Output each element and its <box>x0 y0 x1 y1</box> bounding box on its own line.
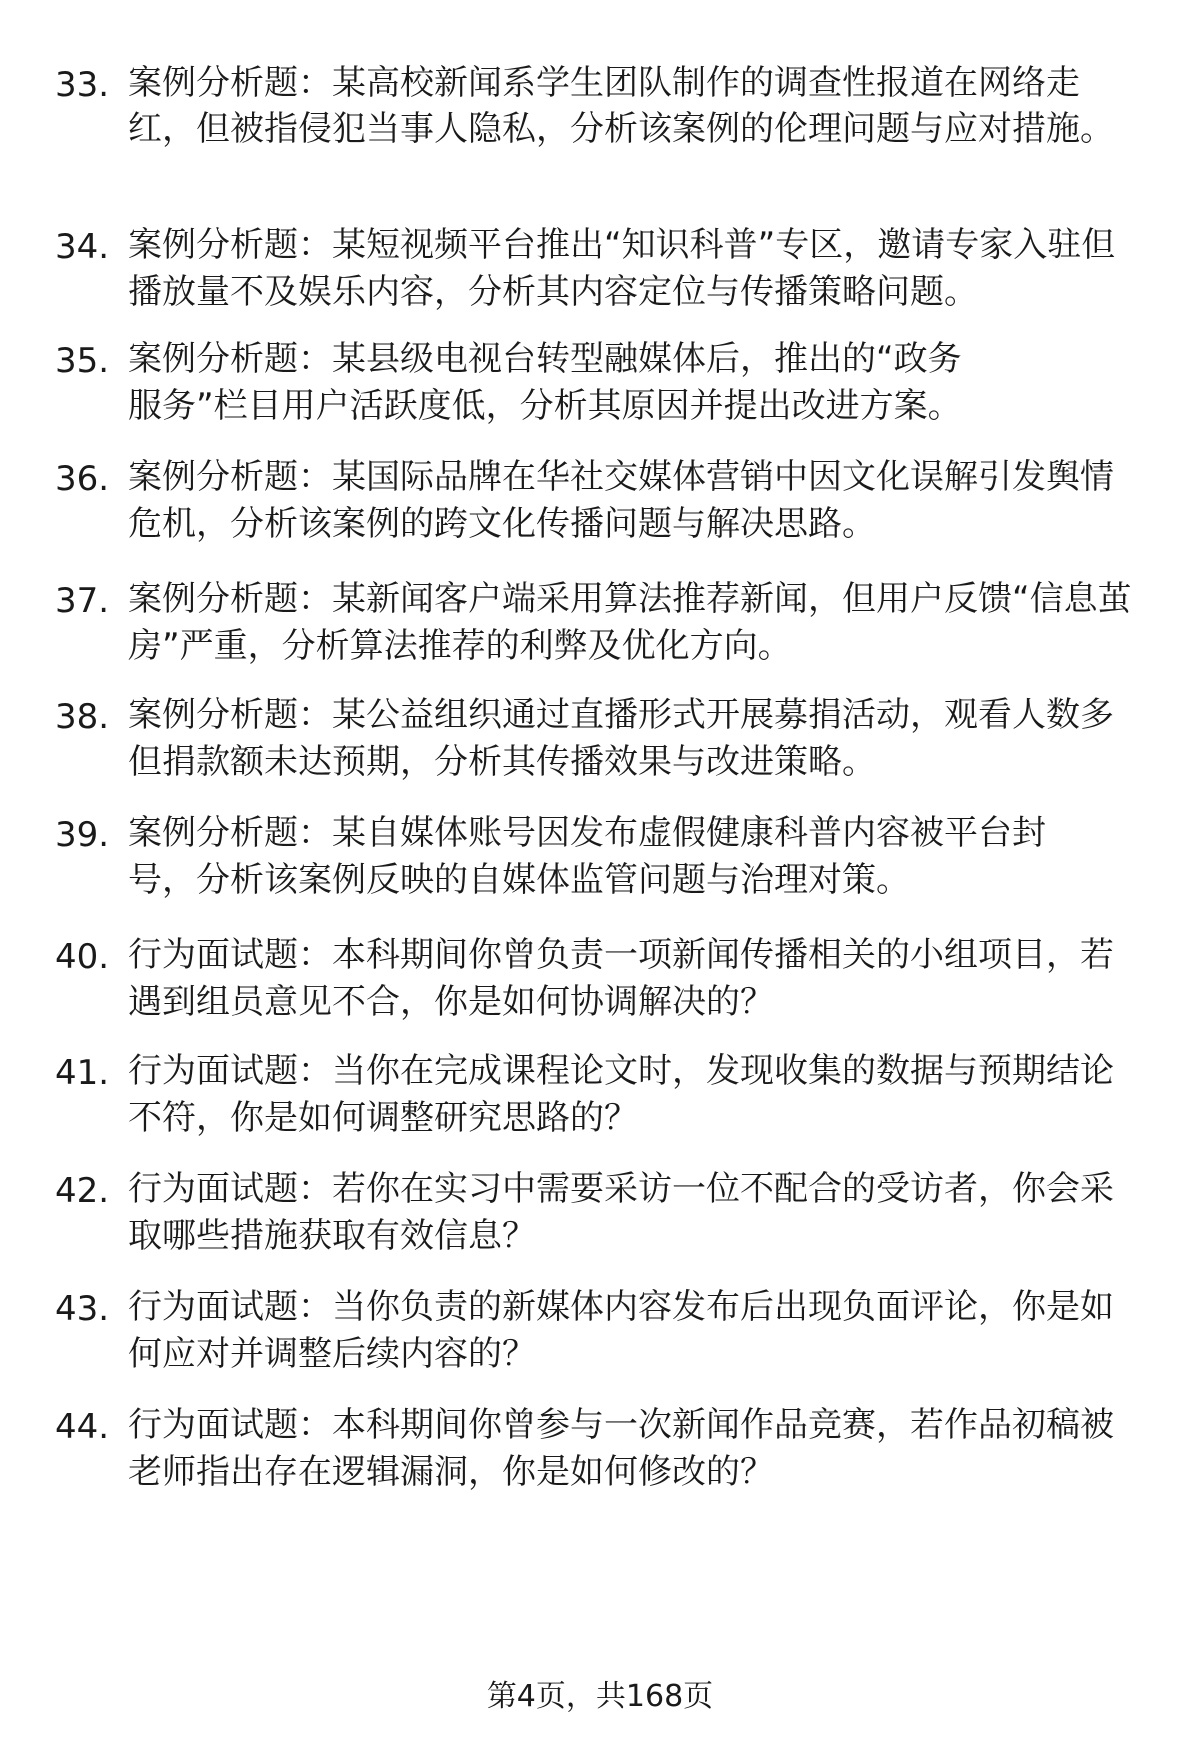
question-list <box>0 52 1200 1504</box>
list-item <box>0 1158 1200 1276</box>
question-number: 41. <box>55 1053 110 1093</box>
question-number: 44. <box>55 1407 110 1447</box>
question-number: 42. <box>55 1171 110 1211</box>
question-text: 行为面试题：本科期间你曾参与一次新闻作品竞赛，若作品初稿被老师指出存在逻辑漏洞，你是如何修改的？ <box>128 1405 1114 1492</box>
question-number: 37. <box>55 581 110 621</box>
question-text: 案例分析题：某高校新闻系学生团队制作的调查性报道在网络走红，但被指侵犯当事人隐私，分析该案例的伦理问题与应对措施。 <box>128 63 1114 149</box>
question-text: 案例分析题：某县级电视台转型融媒体后，推出的“政务服务”栏目用户活跃度低，分析其原因并提出改进方案。 <box>128 339 962 426</box>
question-number: 35. <box>55 341 110 381</box>
question-number: 38. <box>55 697 110 737</box>
question-text: 行为面试题：若你在实习中需要采访一位不配合的受访者，你会采取哪些措施获取有效信息？ <box>128 1169 1114 1256</box>
question-number: 40. <box>55 937 110 977</box>
question-text: 案例分析题：某自媒体账号因发布虚假健康科普内容被平台封号，分析该案例反映的自媒体监管问题与治理对策。 <box>128 813 1046 900</box>
list-item <box>0 446 1200 568</box>
question-text: 行为面试题：当你负责的新媒体内容发布后出现负面评论，你是如何应对并调整后续内容的？ <box>128 1287 1114 1374</box>
question-text: 案例分析题：某国际品牌在华社交媒体营销中因文化误解引发舆情危机，分析该案例的跨文化传播问题与解决思路。 <box>128 457 1114 544</box>
list-item <box>0 1394 1200 1504</box>
list-item <box>0 328 1200 446</box>
list-item <box>0 52 1200 214</box>
list-item <box>0 568 1200 684</box>
question-text: 案例分析题：某新闻客户端采用算法推荐新闻，但用户反馈“信息茧房”严重，分析算法推荐的利弊及优化方向。 <box>128 579 1132 666</box>
question-text: 行为面试题：本科期间你曾负责一项新闻传播相关的小组项目，若遇到组员意见不合，你是如何协调解决的？ <box>128 935 1114 1022</box>
question-number: 43. <box>55 1289 110 1329</box>
question-number: 34. <box>55 227 110 267</box>
list-item <box>0 684 1200 802</box>
question-number: 36. <box>55 459 110 499</box>
question-number: 33. <box>55 65 110 105</box>
list-item <box>0 1040 1200 1158</box>
question-text: 案例分析题：某公益组织通过直播形式开展募捐活动，观看人数多但捐款额未达预期，分析其传播效果与改进策略。 <box>128 695 1114 782</box>
list-item <box>0 214 1200 328</box>
list-item <box>0 924 1200 1040</box>
question-text: 案例分析题：某短视频平台推出“知识科普”专区，邀请专家入驻但播放量不及娱乐内容，分析其内容定位与传播策略问题。 <box>128 225 1116 312</box>
question-text: 行为面试题：当你在完成课程论文时，发现收集的数据与预期结论不符，你是如何调整研究思路的？ <box>128 1051 1114 1138</box>
list-item <box>0 1276 1200 1394</box>
question-number: 39. <box>55 815 110 855</box>
list-item <box>0 802 1200 924</box>
page-footer: 第4页，共168页 <box>486 1679 714 1714</box>
